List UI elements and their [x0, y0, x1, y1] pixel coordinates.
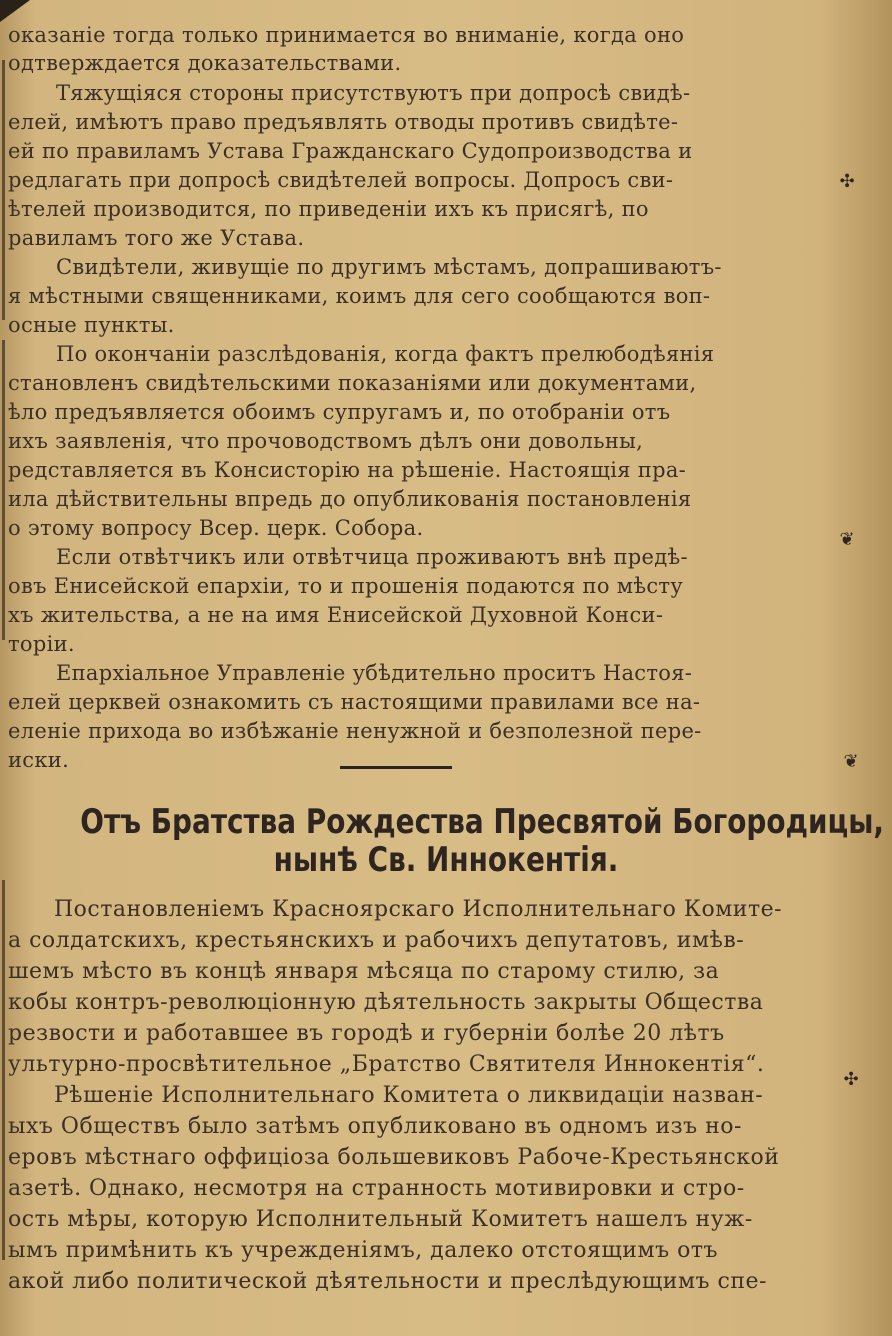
margin-shadow [2, 340, 5, 640]
text-line: ѣло предъявляется обоимъ супругамъ и, по отобраніи отъ [8, 400, 671, 424]
text-line: одтверждается доказательствами. [8, 51, 402, 75]
text-line: еровъ мѣстнаго оффиціоза большевиковъ Рабоче-Крестьянской [8, 1145, 780, 1170]
text-line: акой либо политической дѣятельности и преслѣдующимъ спе- [8, 1269, 767, 1294]
text-line: редлагать при допросѣ свидѣтелей вопросы. Допросъ сви- [8, 168, 674, 192]
text-line: становленъ свидѣтельскими показаніями или документами, [8, 371, 697, 395]
text-line: шемъ мѣсто въ концѣ января мѣсяца по старому стилю, за [8, 959, 720, 984]
text-line: Епархіальное Управленіе убѣдительно проситъ Настоя- [56, 661, 693, 685]
margin-ornament-icon: ✣ [843, 1069, 859, 1090]
text-line: ѣтелей производится, по приведеніи ихъ къ присягѣ, по [8, 197, 649, 221]
section-divider [340, 766, 452, 769]
text-line: елей, имѣютъ право предъявлять отводы противъ свидѣте- [8, 110, 679, 134]
text-line: равиламъ того же Устава. [8, 226, 305, 250]
margin-ornament-icon: ✣ [839, 171, 855, 192]
text-line: осные пункты. [8, 313, 175, 337]
text-line: еленіе прихода во избѣжаніе ненужной и безполезной пере- [8, 719, 702, 743]
margin-ornament-icon: ❦ [843, 751, 859, 772]
margin-shadow [2, 880, 5, 1260]
text-line: резвости и работавшее въ городѣ и губерніи болѣе 20 лѣтъ [8, 1021, 725, 1046]
text-line: овъ Енисейской епархіи, то и прошенія подаются по мѣсту [8, 574, 684, 598]
text-line: ыхъ Обществъ было затѣмъ опубликовано въ одномъ изъ но- [8, 1114, 742, 1139]
margin-ornament-icon: ❦ [839, 529, 855, 550]
text-line: редставляется въ Консисторію на рѣшеніе. Настоящія пра- [8, 458, 687, 482]
section-heading-line-2: нынѣ Св. Иннокентія. [273, 840, 619, 880]
section-heading-line-1: Отъ Братства Рождества Пресвятой Богородицы, [80, 802, 885, 842]
text-line: Свидѣтели, живущіе по другимъ мѣстамъ, допрашиваютъ- [56, 255, 722, 279]
text-line: ила дѣйствительны впредь до опубликованія постановленія [8, 487, 692, 511]
text-line: ость мѣры, которую Исполнительный Комитетъ нашелъ нуж- [8, 1207, 753, 1232]
text-line: о этому вопросу Всер. церк. Собора. [8, 516, 424, 540]
text-line: ультурно-просвѣтительное „Братство Святителя Иннокентія“. [8, 1052, 765, 1077]
text-line: торіи. [8, 632, 75, 656]
text-line: оказаніе тогда только принимается во вниманіе, когда оно [8, 23, 685, 47]
text-line: По окончаніи разслѣдованія, когда фактъ прелюбодѣянія [56, 342, 715, 366]
text-line: ихъ заявленія, что прочоводствомъ дѣлъ они довольны, [8, 429, 644, 453]
margin-shadow [2, 60, 5, 320]
text-line: Постановленіемъ Красноярскаго Исполнительнаго Комите- [54, 897, 783, 922]
text-line: иски. [8, 748, 70, 772]
text-line: Тяжущіяся стороны присутствуютъ при допросѣ свидѣ- [56, 81, 691, 105]
text-line: хъ жительства, а не на имя Енисейской Духовной Конси- [8, 603, 664, 627]
text-line: елей церквей ознакомить съ настоящими правилами все на- [8, 690, 701, 714]
text-line: кобы контръ-революціонную дѣятельность закрыты Общества [8, 990, 764, 1015]
text-line: а солдатскихъ, крестьянскихъ и рабочихъ депутатовъ, имѣв- [8, 928, 745, 953]
text-line: я мѣстными священниками, коимъ для сего сообщаются воп- [8, 284, 711, 308]
text-line: ей по правиламъ Устава Гражданскаго Судопроизводства и [8, 139, 693, 163]
text-line: азетѣ. Однако, несмотря на странность мотивировки и стро- [8, 1176, 745, 1201]
text-line: Если отвѣтчикъ или отвѣтчица проживаютъ внѣ предѣ- [56, 545, 688, 569]
page-corner-tear [0, 0, 30, 22]
text-line: ымъ примѣнить къ учрежденіямъ, далеко отстоящимъ отъ [8, 1238, 718, 1263]
text-line: Рѣшеніе Исполнительнаго Комитета о ликвидаціи назван- [54, 1083, 764, 1108]
